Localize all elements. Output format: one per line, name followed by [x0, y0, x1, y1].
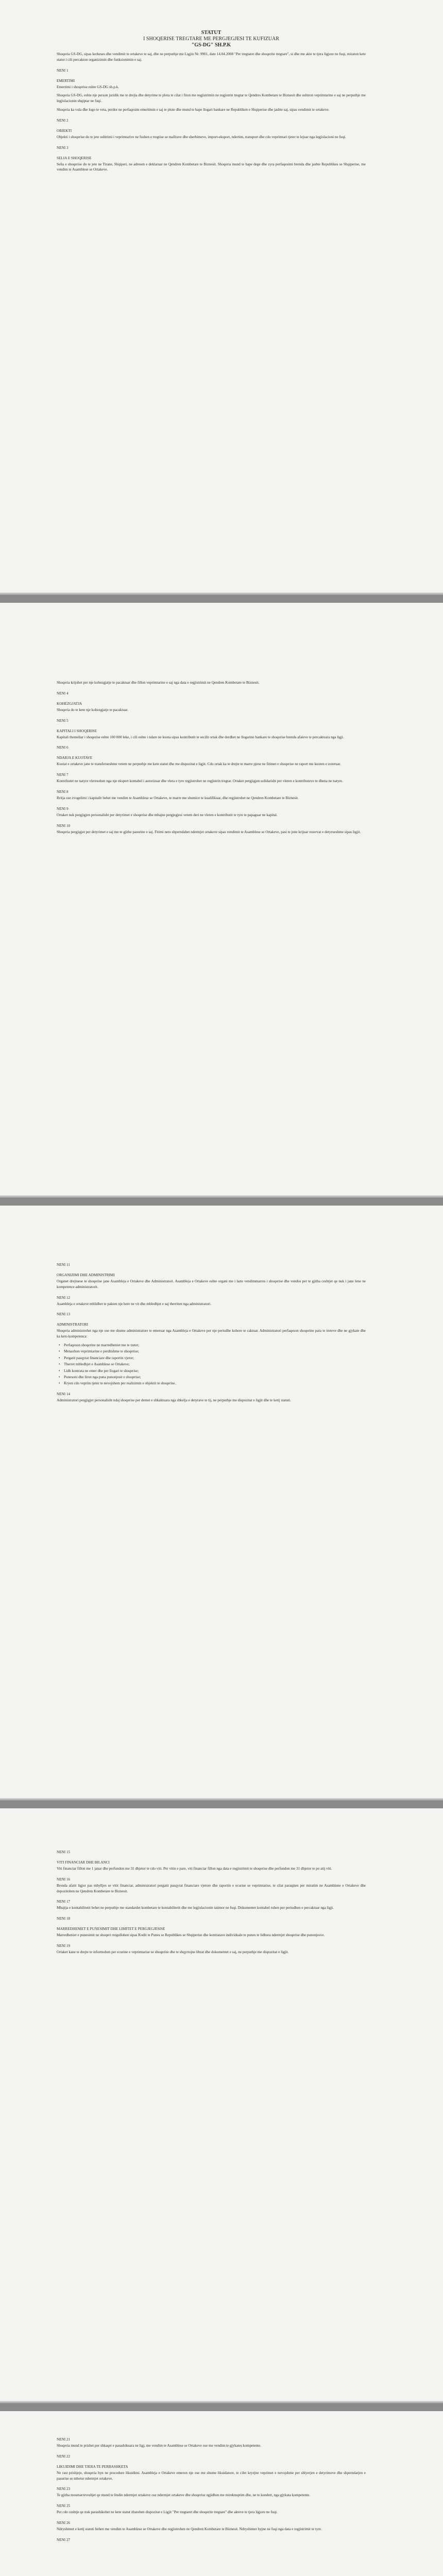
paragraph: Per cdo ceshtje qe nuk parashikohet ne kete statut zbatohen dispozitat e Ligjit "Per tregtaret dhe shoqerite tregtare" dhe akteve te tjera ligjore ne fuqi.	[57, 2510, 278, 2515]
section-heading: NENI 21	[57, 2437, 71, 2442]
paragraph: Shoqeria mund te prishet per shkaqet e parashikuara ne ligj, me vendim te Asamblese se Ortakeve ose me vendim te gjykates kompetente.	[57, 2444, 261, 2448]
paragraph: Organet drejtuese te shoqerise jane Asambleja e Ortakeve dhe Administratori. Asambleja e Ortakeve eshte organi me i larte vendimmarres i shoqerise dhe vendos per te gjitha ceshtjet qe nuk i jane lene ne kompetence administratorit.	[57, 1279, 366, 1289]
section-heading: NENI 22	[57, 2454, 71, 2459]
section-heading: NENI 12	[57, 1295, 71, 1300]
section-heading: NENI 11	[57, 1263, 70, 1267]
paragraph: Ne rast prishjeje, shoqeria hyn ne procedure likuidimi. Asambleja e Ortakeve emeron nje ose me shume likuidatore, te cilet kryejne veprimet e nevojshme per shlyerjen e detyrimeve dhe shperndarjen e pasurise se mbetur ndermjet ortakeve.	[57, 2470, 366, 2481]
section-heading: KAPITALI I SHOQERISE	[57, 728, 97, 733]
section-heading: NENI 4	[57, 691, 69, 696]
section-heading: NENI 26	[57, 2520, 71, 2525]
section-heading: NENI 7	[57, 773, 69, 777]
section-heading: NENI 6	[57, 745, 69, 750]
page-4-body	[57, 1850, 366, 1955]
document-title: STATUT	[201, 30, 222, 36]
paragraph: Te gjitha mosmarreveshjet qe mund te lindin ndermjet ortakeve ose ndermjet ortakeve dhe shoqerise zgjidhen me mireknuptim dhe, ne te kundert, nga gjykata kompetente.	[57, 2493, 311, 2498]
paragraph: Marredheniet e punesimit ne shoqeri rregullohen sipas Kodit te Punes se Republikes se Shqiperise dhe kontratave individuale te punes te lidhura ndermjet shoqerise dhe punonjesve.	[57, 1933, 325, 1938]
paragraph: Kontributet ne natyre vleresohen nga nje ekspert kontabel i autorizuar dhe vlera e tyre regjistrohet ne regjistrin tregtar. Ortaket pergjigjen solidarisht per vleren e kontributeve te dhena ne natyre.	[57, 779, 343, 784]
paragraph: Ortaket nuk pergjigjen personalisht per detyrimet e shoqerise dhe mbajne pergjegjesi vetem deri ne vleren e kontributit te tyre te papaguar ne kapital.	[57, 812, 278, 817]
paragraph: Ndryshimet e ketij statuti behen me vendim te Asamblese se Ortakeve dhe regjistrohen ne Qendren Kombetare te Biznesit. Ndryshimet hyjne ne fuqi nga data e regjistrimit te tyre.	[57, 2527, 322, 2531]
paragraph: Objekti i shoqerise do te jete ushtrimi i veprimtarive ne fushen e tregtise se mallrave dhe sherbimeve, import-eksport, ndertim, transport dhe cdo veprimtari tjeter te lejuar nga legjislacioni ne fuqi.	[57, 134, 346, 139]
page-1-body	[57, 52, 366, 173]
bullet-item: • Punesoni dhe liron nga puna punonjesit e shoqerise;	[64, 1375, 366, 1380]
paragraph: Shoqeria ka vula dhe logo te veta, perdor ne perfaqesim emertimin e saj te plote dhe mund te hape llogari bankare ne Republiken e Shqiperise dhe jashte saj, sipas vendimit te ortakeve.	[57, 107, 330, 112]
paragraph: Shoqeria pergjigjet per detyrimet e saj me te gjithe pasurine e saj. Fitimi neto shperndahet ndermjet ortakeve sipas vendimit te Asamblese se Ortakeve, pasi te jene krijuar rezervat e detyrueshme sipas ligjit.	[57, 829, 361, 834]
paragraph: Mbajtja e kontabilitetit behet ne perputhje me standardet kombetare te kontabilitetit dhe me legjislacionin tatimor ne fuqi. Dokumentet kontabel ruhen per periudhen e percaktuar nga ligji.	[57, 1906, 334, 1910]
section-heading: NENI 17	[57, 1900, 71, 1904]
paragraph: Shoqeria administrohet nga nje ose me shume administratore te emeruar nga Asambleja e Ortakeve per nje periudhe kohore te caktuar. Administratori perfaqeson shoqerine para te treteve dhe ne gjykate dhe ka keto kompetenca:	[57, 1329, 366, 1339]
section-heading: ORGANIZIMI DHE ADMINISTRIMI	[57, 1273, 115, 1277]
section-heading: NENI 2	[57, 118, 69, 123]
section-heading: VITI FINANCIAR DHE BILANCI	[57, 1860, 110, 1865]
paragraph: Selia e shoqerise do te jete ne Tirane, Shqiperi, ne adresen e deklaruar ne Qendren Kombetare te Biznesit. Shoqeria mund te hape dege dhe zyra perfaqesimi brenda dhe jashte Republikes se Shqiperise, me vendim te Asamblese se Ortakeve.	[57, 162, 366, 172]
page-4	[0, 1808, 443, 2403]
section-heading: LIKUIDIMI DHE TJERA TE PERBASHKETA	[57, 2464, 128, 2469]
paragraph: Shoqeria GS-DG, eshte nje person juridik me te drejta dhe detyrime te plota te cilat i fiton me regjistrimin ne regjistrin tregtar te Qendres Kombetare te Biznesit dhe ushtron veprimtarine e saj ne perputhje me legjislacionin shqiptar ne fuqi.	[57, 93, 366, 104]
bullet-item: • Menaxhon veprimtarine e perditshme te shoqerise;	[64, 1349, 366, 1354]
page-1	[0, 0, 443, 595]
section-heading: EMERTIMI	[57, 78, 75, 83]
paragraph: Rritja ose zvogelimi i kapitalit behet me vendim te Asamblese se Ortakeve, te marre me shumice te kualifikuar, dhe regjistrohet ne Qendren Kombetare te Biznesit.	[57, 795, 299, 800]
paragraph: Asambleja e ortakeve mblidhet te pakten nje here ne vit dhe mbledhjet e saj therriten nga administratori.	[57, 1301, 211, 1306]
bullet-item: • Therret mbledhjet e Asamblese se Ortakeve;	[64, 1362, 366, 1367]
section-heading: NENI 14	[57, 1392, 71, 1396]
section-heading: NENI 13	[57, 1312, 71, 1317]
paragraph: Shoqeria do te kete nje kohezgjatje te pacaktuar.	[57, 707, 128, 712]
company-name: "GS-DG" SH.P.K	[191, 42, 231, 48]
bullet-item: • Lidh kontrata ne emer dhe per llogari te shoqerise;	[64, 1368, 366, 1374]
page-2-body	[57, 680, 366, 835]
paragraph: Viti financiar fillon me 1 janar dhe perfundon me 31 dhjetor te cdo viti. Per vitin e pare, viti financiar fillon nga data e regjistrimit te shoqerise dhe perfundon me 31 dhjetor te po atij viti.	[57, 1867, 332, 1871]
section-heading: ADMINISTRATORI	[57, 1323, 88, 1327]
bullet-item: • Kryen cdo veprim tjeter te nevojshem per realizimin e objektit te shoqerise.	[64, 1381, 366, 1386]
section-heading: NENI 10	[57, 823, 71, 828]
section-heading: NENI 3	[57, 145, 69, 150]
page-3-body	[57, 1262, 366, 1403]
bullet-item: • Pergatit pasqyrat financiare dhe raportin vjetor;	[64, 1355, 366, 1361]
paragraph: Kapitali themeltar i shoqerise eshte 100 000 leke, i cili eshte i ndare ne kuota sipas kontributit te secilit ortak dhe derdhet ne llogarine bankare te shoqerise brenda afateve te percaktuara nga ligji.	[57, 735, 344, 739]
section-heading: NENI 5	[57, 718, 69, 723]
section-heading: NENI 18	[57, 1917, 71, 1921]
section-heading: OBJEKTI	[57, 128, 72, 133]
page-5-body	[57, 2437, 366, 2543]
page-3	[0, 1206, 443, 1801]
section-heading: NENI 27	[57, 2537, 71, 2542]
paragraph: Emertimi i shoqerise eshte GS-DG sh.p.k.	[57, 84, 119, 89]
paragraph: Kuotat e ortakeve jane te transferueshme vetem ne perputhje me kete statut dhe me dispozitat e ligjit. Cdo ortak ka te drejte te marre pjese ne fitimet e shoqerise ne raport me kuoten e zoteruar.	[57, 762, 341, 767]
section-heading: KOHEZGJATJA	[57, 701, 82, 706]
page-5	[0, 2411, 443, 2576]
paragraph: Shoqeria GS-DG, sipas kerkeses dhe vendimit te ortakeve te saj, dhe ne perputhje me Ligjin Nr. 9901, date 14.04.2008 "Per tregtaret dhe shoqerite tregtare", si dhe me akte te tjera ligjore ne fuqi, miraton kete statut i cili percakton organizimin dhe funksionimin e saj.	[57, 52, 366, 62]
section-heading: NENI 1	[57, 68, 69, 73]
paragraph: Ortaket kane te drejte te informohen per ecurine e veprimtarise se shoqerise dhe te shqyrtojne librat dhe dokumentet e saj, ne perputhje me dispozitat e ligjit.	[57, 1950, 289, 1954]
section-heading: NENI 16	[57, 1877, 71, 1882]
section-heading: MARREDHENIET E PUNESIMIT DHE LIMITET E PERGJEGJESISE	[57, 1927, 165, 1931]
paragraph: Brenda afatit ligjor pas mbylljes se vitit financiar, administratori pergatit pasqyrat financiare vjetore dhe raportin e ecurise se veprimtarise, te cilat paraqiten per miratim ne Asamblene e Ortakeve dhe depozitohen ne Qendren Kombetare te Biznesit.	[57, 1883, 366, 1893]
section-heading: SELIA E SHOQERISE	[57, 156, 92, 160]
document-subtitle: I SHOQERISE TREGTARE ME PERGJEGJESI TE KUFIZUAR	[143, 36, 279, 42]
paragraph: Shoqeria krijohet per nje kohezgjatje te pacaktuar dhe fillon veprimtarine e saj nga data e regjistrimit ne Qendren Kombetare te Biznesit.	[57, 681, 260, 685]
section-heading: NENI 19	[57, 1943, 71, 1948]
page-2	[0, 603, 443, 1198]
section-heading: NENI 23	[57, 2487, 71, 2492]
paragraph: Administratori pergjigjet personalisht ndaj shoqerise per demet e shkaktuara nga shkelja e detyrave te tij, ne perputhje me dispozitat e ligjit dhe te ketij statuti.	[57, 1398, 291, 1402]
section-heading: NDARJA E KUOTAVE	[57, 756, 93, 760]
section-heading: NENI 15	[57, 1850, 71, 1854]
section-heading: NENI 25	[57, 2504, 71, 2509]
section-heading: NENI 8	[57, 789, 69, 794]
section-heading: NENI 9	[57, 806, 69, 811]
bullet-item: • Perfaqeson shoqerine ne marredheniet me te tretet;	[64, 1343, 366, 1348]
